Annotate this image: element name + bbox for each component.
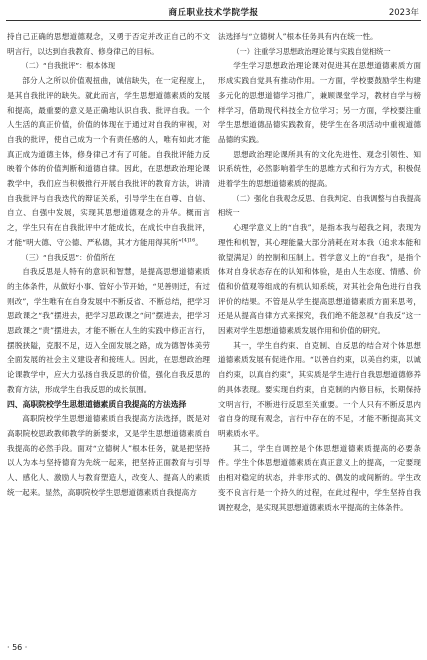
paragraph-text: 部分人之所以价值观扭曲，诚信缺失，在一定程度上，是其自我批评的缺失。就此而言，学生思想道德素质的发展和提高，最重要的意义是正确地认识自我、批评自我。一个人生活的真正价值，价值的体现在于通过对自我的审视，对自我的批评，使自己成为一个有责任感的人，唯有如此才能真正成为道德主体，修身律己才有了可能。自我批评能力反映着个体的价值判断和道德自律。因此，在思想政治理论课教学中，我们应当积极推行开展自我批评的教育方法，讲清自我批评与自我迭代的辩证关系，引导学生在自尊、自信、自立、自强中发展，实现其思想道德观念的升华。概而言之，学生只有在自我批评中才能成长，在成长中自我批评，才能“明大德、守公德、严私德，其才方能用得其所” <box>7 76 210 247</box>
right-column <box>218 30 421 635</box>
body-paragraph: 思想政治理论课所具有的文化先进性、观念引领性、知识系统性，必然影响着学生的思维方式和行为方式，积极促进着学生的思想道德素质的提高。 <box>218 149 421 189</box>
body-paragraph: 自我反思是人特有的意识和智慧，是提高思想道德素质的主体条件，从做好小事、管好小节开始，“见善则迁，有过则改”，学生唯有在自身发展中不断反省、不断总结，把学习思政课之“我”摆进去，把学习思政课之“问”摆进去，把学习思政课之“责”摆进去，才能不断在人生的实践中修正言行，摆脱狭隘，克服不足，迈入全面发展之路，成为德智体美劳全面发展的社会主义建设者和接班人。因此，在思想政治理论课教学中，应大力弘扬自我反思的价值，强化自我反思的教育方法，形成学生自我反思的成长氛围。 <box>7 267 210 394</box>
journal-title: 商丘职业技术学院学报 <box>168 8 259 18</box>
body-paragraph: 心理学意义上的“自我”，是指本我与超我之间，表现为理性和机智，其心理能量大部分消耗在对本我（追求本能和欲望满足）的控制和压制上。哲学意义上的“自我”，是指个体对自身状态存在的认知和体验，是由人生态度、情感、价值和价值观等组成的有机认知系统，对其社会角色进行自我评价的结果。不管是从学生提高思想道德素质方面来思考，还是从提高自律方式来探究，我们绝不能忽视“自我反”这一因素对学生思想道德素质发展作用和价值的研究。 <box>218 223 421 336</box>
left-column <box>7 30 210 635</box>
page-header <box>0 0 427 22</box>
body-paragraph: 部分人之所以价值观扭曲，诚信缺失，在一定程度上，是其自我批评的缺失。就此而言，学生思想道德素质的发展和提高，最重要的意义是正确地认识自我、批评自我。一个人生活的真正价值，价值的体现在于通过对自我的审视，对自我的批评，使自己成为一个有责任感的人，唯有如此才能真正成为道德主体，修身律己才有了可能。自我批评能力反映着个体的价值判断和道德自律。因此，在思想政治理论课教学中，我们应当积极推行开展自我批评的教育方法，讲清自我批评与自我迭代的辩证关系，引导学生在自尊、自信、自立、自强中发展，实现其思想道德观念的升华。概而言之，学生只有在自我批评中才能成长，在成长中自我批评，才能“明大德、守公德、严私德，其才方能用得其所”$^{[4]16}$。 <box>7 76 210 247</box>
section-heading: 四、高职院校学生思想道德素质自我提高的方法选择 <box>7 399 187 409</box>
citation-marker: [4]16 <box>181 237 196 244</box>
subsection-heading: （三）“自我反思”：价值所在 <box>21 252 116 262</box>
journal-year: 2023年 <box>388 8 419 18</box>
body-paragraph: 其二，学生自调控是个体思想道德素质提高的必要条件。学生个体思想道德素质在真正意义上的提高，一定要现由相对稳定的状态，并非形式的、偶发的或间断的。学生改变不良言行是一个持久的过程，在此过程中，学生坚持自我调控观念，是实现其思想道德素质水平提高的主体条件。 <box>218 443 421 512</box>
continued-paragraph: 持自己正确的思想道德观念，又勇于否定并改正自己的不文明言行，以达到自我教育、修身律己的目标。 <box>7 32 210 56</box>
header-divider <box>6 20 421 21</box>
body-paragraph: 其一，学生自约束、自克制、自反思的结合对个体思想道德素质发展有促进作用。“以善自约束，以美自约束，以诚自约束，以真自约束”，其实质是学生进行自我思想道德修养的具体表现。要实现自约束，自克制的内修目标，长期保持文明言行，不断进行反思至关重要。一个人只有不断反思内省自身的现有观念，言行中存在的不足，才能不断提高其文明素质水平。 <box>218 340 421 438</box>
subsection-heading: （二）“自我批评”：根本体现 <box>21 61 116 71</box>
subsection-heading: （一）注重学习思想政治理论课与实践自觉相统一 <box>232 46 391 56</box>
body-paragraph: 高职院校学生思想道德素质自我提高方法选择，既是对高职院校思政教师教学的新要求，又是学生思想道德素质自我提高的必然手段。面对“立德树人”根本任务，就是把坚持以人为本与坚持德育为先统一起来，把坚持正面教育与引导人、感化人、激励人与教育塑造人，改变人、提高人的素质统一起来。显然，高职院校学生思想道德素质自我提高方 <box>7 414 210 497</box>
subsection-heading: （二）强化自我观念反思、自我判定、自我调整与自我提高相统一 <box>218 193 421 218</box>
page-number: · 56 · <box>7 643 28 652</box>
body-paragraph: 学生学习思想政治理论课对促进其在思想道德素质方面形成实践自觉具有推动作用。一方面，学校要鼓励学生构建多元化的思想道德学习推广，兼顾课堂学习，教材自学与榜样学习，借助现代科技全方位学习；另一方面，学校要注重学生思想道德品德实践教育，使学生在各项活动中重视道德品德的实践。 <box>218 61 421 144</box>
continued-paragraph: 法选择与“立德树人”根本任务具有内在统一性。 <box>218 32 378 41</box>
